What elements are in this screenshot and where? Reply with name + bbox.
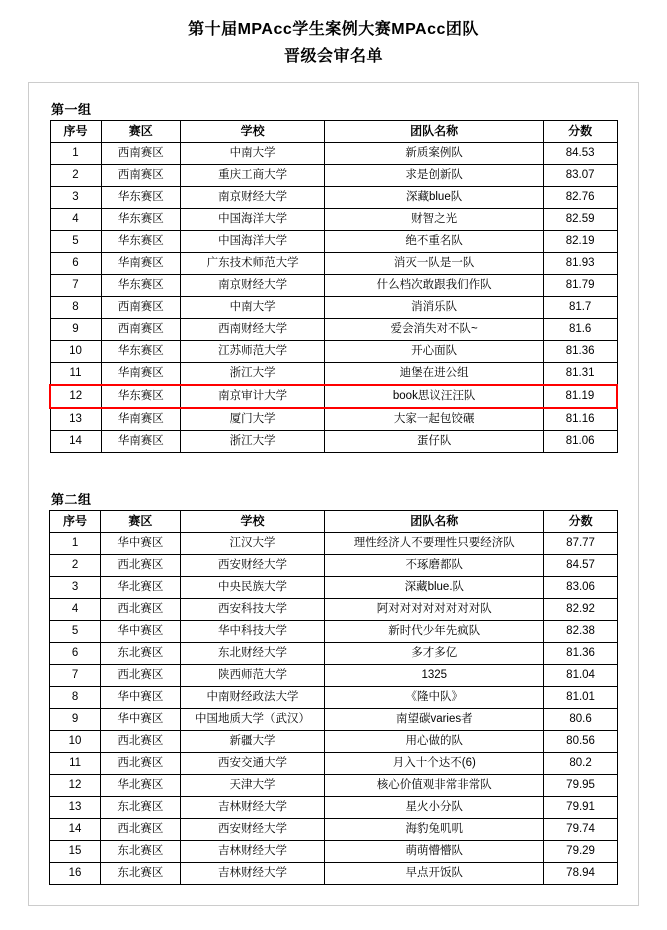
group-label: 第二组: [51, 492, 92, 507]
cell-team: 迪堡在进公组: [325, 363, 543, 386]
table-row: [50, 621, 618, 643]
cell-score: 81.19: [543, 385, 617, 408]
cell-index: 12: [50, 775, 101, 797]
cell-score: 82.19: [543, 231, 617, 253]
table-row: [50, 687, 618, 709]
cell-school: 重庆工商大学: [180, 165, 325, 187]
cell-team: 深藏blue.队: [325, 577, 544, 599]
cell-index: 11: [50, 363, 101, 386]
cell-index: 14: [50, 819, 101, 841]
column-header: 学校: [180, 511, 325, 533]
cell-score: 82.38: [544, 621, 618, 643]
cell-team: 《隆中队》: [325, 687, 544, 709]
cell-score: 84.53: [543, 143, 617, 165]
cell-region: 西北赛区: [101, 555, 181, 577]
cell-region: 华南赛区: [101, 363, 180, 386]
content-container: [28, 82, 639, 906]
cell-region: 西北赛区: [101, 731, 181, 753]
cell-score: 80.2: [544, 753, 618, 775]
column-header: 序号: [50, 121, 101, 143]
cell-school: 天津大学: [180, 775, 325, 797]
cell-region: 西南赛区: [101, 143, 180, 165]
cell-team: 月入十个达不(6): [325, 753, 544, 775]
cell-team: 早点开饭队: [325, 863, 544, 885]
cell-score: 79.74: [544, 819, 618, 841]
cell-school: 南京财经大学: [180, 187, 325, 209]
table-row: [50, 797, 618, 819]
cell-team: 消灭一队是一队: [325, 253, 543, 275]
table-row: [50, 819, 618, 841]
cell-score: 81.93: [543, 253, 617, 275]
cell-index: 5: [50, 231, 101, 253]
cell-school: 新疆大学: [180, 731, 325, 753]
cell-score: 82.92: [544, 599, 618, 621]
cell-school: 中国海洋大学: [180, 209, 325, 231]
cell-region: 西南赛区: [101, 165, 180, 187]
cell-index: 8: [50, 687, 101, 709]
cell-team: 什么档次敢跟我们作队: [325, 275, 543, 297]
table-row: [50, 209, 617, 231]
cell-score: 81.31: [543, 363, 617, 386]
cell-team: 大家一起包饺碾: [325, 408, 543, 431]
cell-region: 西北赛区: [101, 599, 181, 621]
table-row: [50, 143, 617, 165]
cell-team: 消消乐队: [325, 297, 543, 319]
table-row: [50, 731, 618, 753]
cell-score: 83.06: [544, 577, 618, 599]
cell-team: 新时代少年先疯队: [325, 621, 544, 643]
page-title: 第十届MPAcc学生案例大赛MPAcc团队: [188, 21, 479, 38]
cell-school: 西南财经大学: [180, 319, 325, 341]
cell-team: 萌萌懵懵队: [325, 841, 544, 863]
cell-team: 求是创新队: [325, 165, 543, 187]
cell-index: 2: [50, 165, 101, 187]
cell-score: 81.79: [543, 275, 617, 297]
cell-region: 东北赛区: [101, 863, 181, 885]
cell-index: 15: [50, 841, 101, 863]
cell-team: 蛋仔队: [325, 431, 543, 453]
table-header-row: [50, 121, 617, 143]
cell-index: 6: [50, 643, 101, 665]
cell-region: 华中赛区: [101, 709, 181, 731]
cell-region: 西南赛区: [101, 319, 180, 341]
cell-school: 东北财经大学: [180, 643, 325, 665]
cell-team: book思议汪汪队: [325, 385, 543, 408]
cell-index: 7: [50, 665, 101, 687]
cell-school: 江苏师范大学: [180, 341, 325, 363]
cell-team: 理性经济人不要理性只要经济队: [325, 533, 544, 555]
cell-score: 81.36: [543, 341, 617, 363]
cell-team: 爱会消失对不队~: [325, 319, 543, 341]
cell-region: 华东赛区: [101, 385, 180, 408]
cell-region: 西南赛区: [101, 297, 180, 319]
cell-region: 西北赛区: [101, 753, 181, 775]
cell-school: 吉林财经大学: [180, 841, 325, 863]
table-row: [50, 341, 617, 363]
column-header: 序号: [50, 511, 101, 533]
column-header: 团队名称: [325, 121, 543, 143]
table-row: [50, 165, 617, 187]
cell-index: 9: [50, 709, 101, 731]
cell-region: 华东赛区: [101, 209, 180, 231]
cell-school: 南京审计大学: [180, 385, 325, 408]
column-header: 赛区: [101, 121, 180, 143]
cell-region: 华东赛区: [101, 187, 180, 209]
table-row: [50, 555, 618, 577]
cell-score: 81.16: [543, 408, 617, 431]
cell-team: 1325: [325, 665, 544, 687]
score-table: [49, 120, 618, 453]
column-header: 学校: [180, 121, 325, 143]
cell-index: 7: [50, 275, 101, 297]
table-row: [50, 363, 617, 386]
cell-school: 南京财经大学: [180, 275, 325, 297]
cell-team: 海豹兔叽叽: [325, 819, 544, 841]
cell-score: 81.6: [543, 319, 617, 341]
column-header: 分数: [544, 511, 618, 533]
cell-region: 华东赛区: [101, 275, 180, 297]
cell-region: 华东赛区: [101, 341, 180, 363]
groups-root: [49, 99, 618, 885]
cell-index: 4: [50, 209, 101, 231]
cell-score: 79.91: [544, 797, 618, 819]
cell-region: 华中赛区: [101, 533, 181, 555]
cell-index: 13: [50, 797, 101, 819]
cell-region: 西北赛区: [101, 665, 181, 687]
table-header-row: [50, 511, 618, 533]
cell-region: 华中赛区: [101, 687, 181, 709]
cell-score: 82.59: [543, 209, 617, 231]
cell-school: 西安财经大学: [180, 555, 325, 577]
cell-score: 81.06: [543, 431, 617, 453]
cell-region: 华北赛区: [101, 775, 181, 797]
group-spacer: [49, 457, 618, 483]
cell-index: 13: [50, 408, 101, 431]
column-header: 赛区: [101, 511, 181, 533]
table-row: [50, 408, 617, 431]
cell-school: 浙江大学: [180, 431, 325, 453]
cell-school: 江汉大学: [180, 533, 325, 555]
cell-school: 吉林财经大学: [180, 863, 325, 885]
table-row: [50, 231, 617, 253]
cell-index: 10: [50, 731, 101, 753]
table-row: [50, 643, 618, 665]
table-row: [50, 577, 618, 599]
cell-region: 东北赛区: [101, 841, 181, 863]
cell-index: 14: [50, 431, 101, 453]
cell-region: 华东赛区: [101, 231, 180, 253]
cell-team: 星火小分队: [325, 797, 544, 819]
column-header: 分数: [543, 121, 617, 143]
cell-team: 不琢磨都队: [325, 555, 544, 577]
cell-region: 东北赛区: [101, 797, 181, 819]
cell-index: 9: [50, 319, 101, 341]
cell-index: 4: [50, 599, 101, 621]
table-row: [50, 253, 617, 275]
cell-team: 深藏blue队: [325, 187, 543, 209]
table-row: [50, 275, 617, 297]
cell-index: 11: [50, 753, 101, 775]
cell-score: 81.7: [543, 297, 617, 319]
cell-team: 南望碳varies者: [325, 709, 544, 731]
cell-region: 华南赛区: [101, 431, 180, 453]
cell-score: 81.04: [544, 665, 618, 687]
cell-school: 广东技术师范大学: [180, 253, 325, 275]
page-subtitle: 晋级会审名单: [283, 48, 383, 65]
cell-team: 开心面队: [325, 341, 543, 363]
cell-school: 中央民族大学: [180, 577, 325, 599]
cell-score: 87.77: [544, 533, 618, 555]
cell-school: 中南财经政法大学: [180, 687, 325, 709]
group-label: 第一组: [51, 102, 92, 117]
table-row: [50, 319, 617, 341]
table-row: [50, 775, 618, 797]
table-row: [50, 297, 617, 319]
cell-score: 84.57: [544, 555, 618, 577]
table-row: [50, 709, 618, 731]
cell-school: 中南大学: [180, 143, 325, 165]
cell-team: 新质案例队: [325, 143, 543, 165]
table-row: [50, 599, 618, 621]
cell-school: 西安科技大学: [180, 599, 325, 621]
table-row: [50, 841, 618, 863]
cell-score: 79.29: [544, 841, 618, 863]
cell-index: 1: [50, 143, 101, 165]
cell-region: 华南赛区: [101, 408, 180, 431]
cell-score: 81.36: [544, 643, 618, 665]
cell-school: 厦门大学: [180, 408, 325, 431]
table-row: [50, 533, 618, 555]
table-row: [50, 753, 618, 775]
cell-school: 西安交通大学: [180, 753, 325, 775]
cell-score: 79.95: [544, 775, 618, 797]
cell-team: 用心做的队: [325, 731, 544, 753]
cell-team: 核心价值观非常非常队: [325, 775, 544, 797]
cell-school: 中南大学: [180, 297, 325, 319]
cell-score: 83.07: [543, 165, 617, 187]
column-header: 团队名称: [325, 511, 544, 533]
cell-region: 华北赛区: [101, 577, 181, 599]
cell-index: 3: [50, 577, 101, 599]
cell-region: 华南赛区: [101, 253, 180, 275]
cell-school: 吉林财经大学: [180, 797, 325, 819]
cell-school: 浙江大学: [180, 363, 325, 386]
cell-region: 西北赛区: [101, 819, 181, 841]
cell-index: 16: [50, 863, 101, 885]
cell-region: 东北赛区: [101, 643, 181, 665]
cell-index: 5: [50, 621, 101, 643]
cell-school: 西安财经大学: [180, 819, 325, 841]
table-row: [50, 863, 618, 885]
cell-score: 78.94: [544, 863, 618, 885]
cell-index: 3: [50, 187, 101, 209]
cell-team: 多才多亿: [325, 643, 544, 665]
cell-score: 80.6: [544, 709, 618, 731]
cell-index: 6: [50, 253, 101, 275]
cell-team: 阿对对对对对对对对队: [325, 599, 544, 621]
cell-school: 华中科技大学: [180, 621, 325, 643]
cell-team: 财智之光: [325, 209, 543, 231]
table-row: [50, 431, 617, 453]
cell-index: 2: [50, 555, 101, 577]
cell-school: 陕西师范大学: [180, 665, 325, 687]
cell-region: 华中赛区: [101, 621, 181, 643]
score-table: [49, 510, 618, 885]
cell-index: 8: [50, 297, 101, 319]
cell-school: 中国海洋大学: [180, 231, 325, 253]
cell-team: 绝不重名队: [325, 231, 543, 253]
cell-score: 82.76: [543, 187, 617, 209]
cell-index: 12: [50, 385, 101, 408]
cell-index: 1: [50, 533, 101, 555]
cell-index: 10: [50, 341, 101, 363]
table-row: [50, 665, 618, 687]
table-row: [50, 385, 617, 408]
table-row: [50, 187, 617, 209]
cell-score: 81.01: [544, 687, 618, 709]
cell-score: 80.56: [544, 731, 618, 753]
cell-school: 中国地质大学（武汉）: [180, 709, 325, 731]
